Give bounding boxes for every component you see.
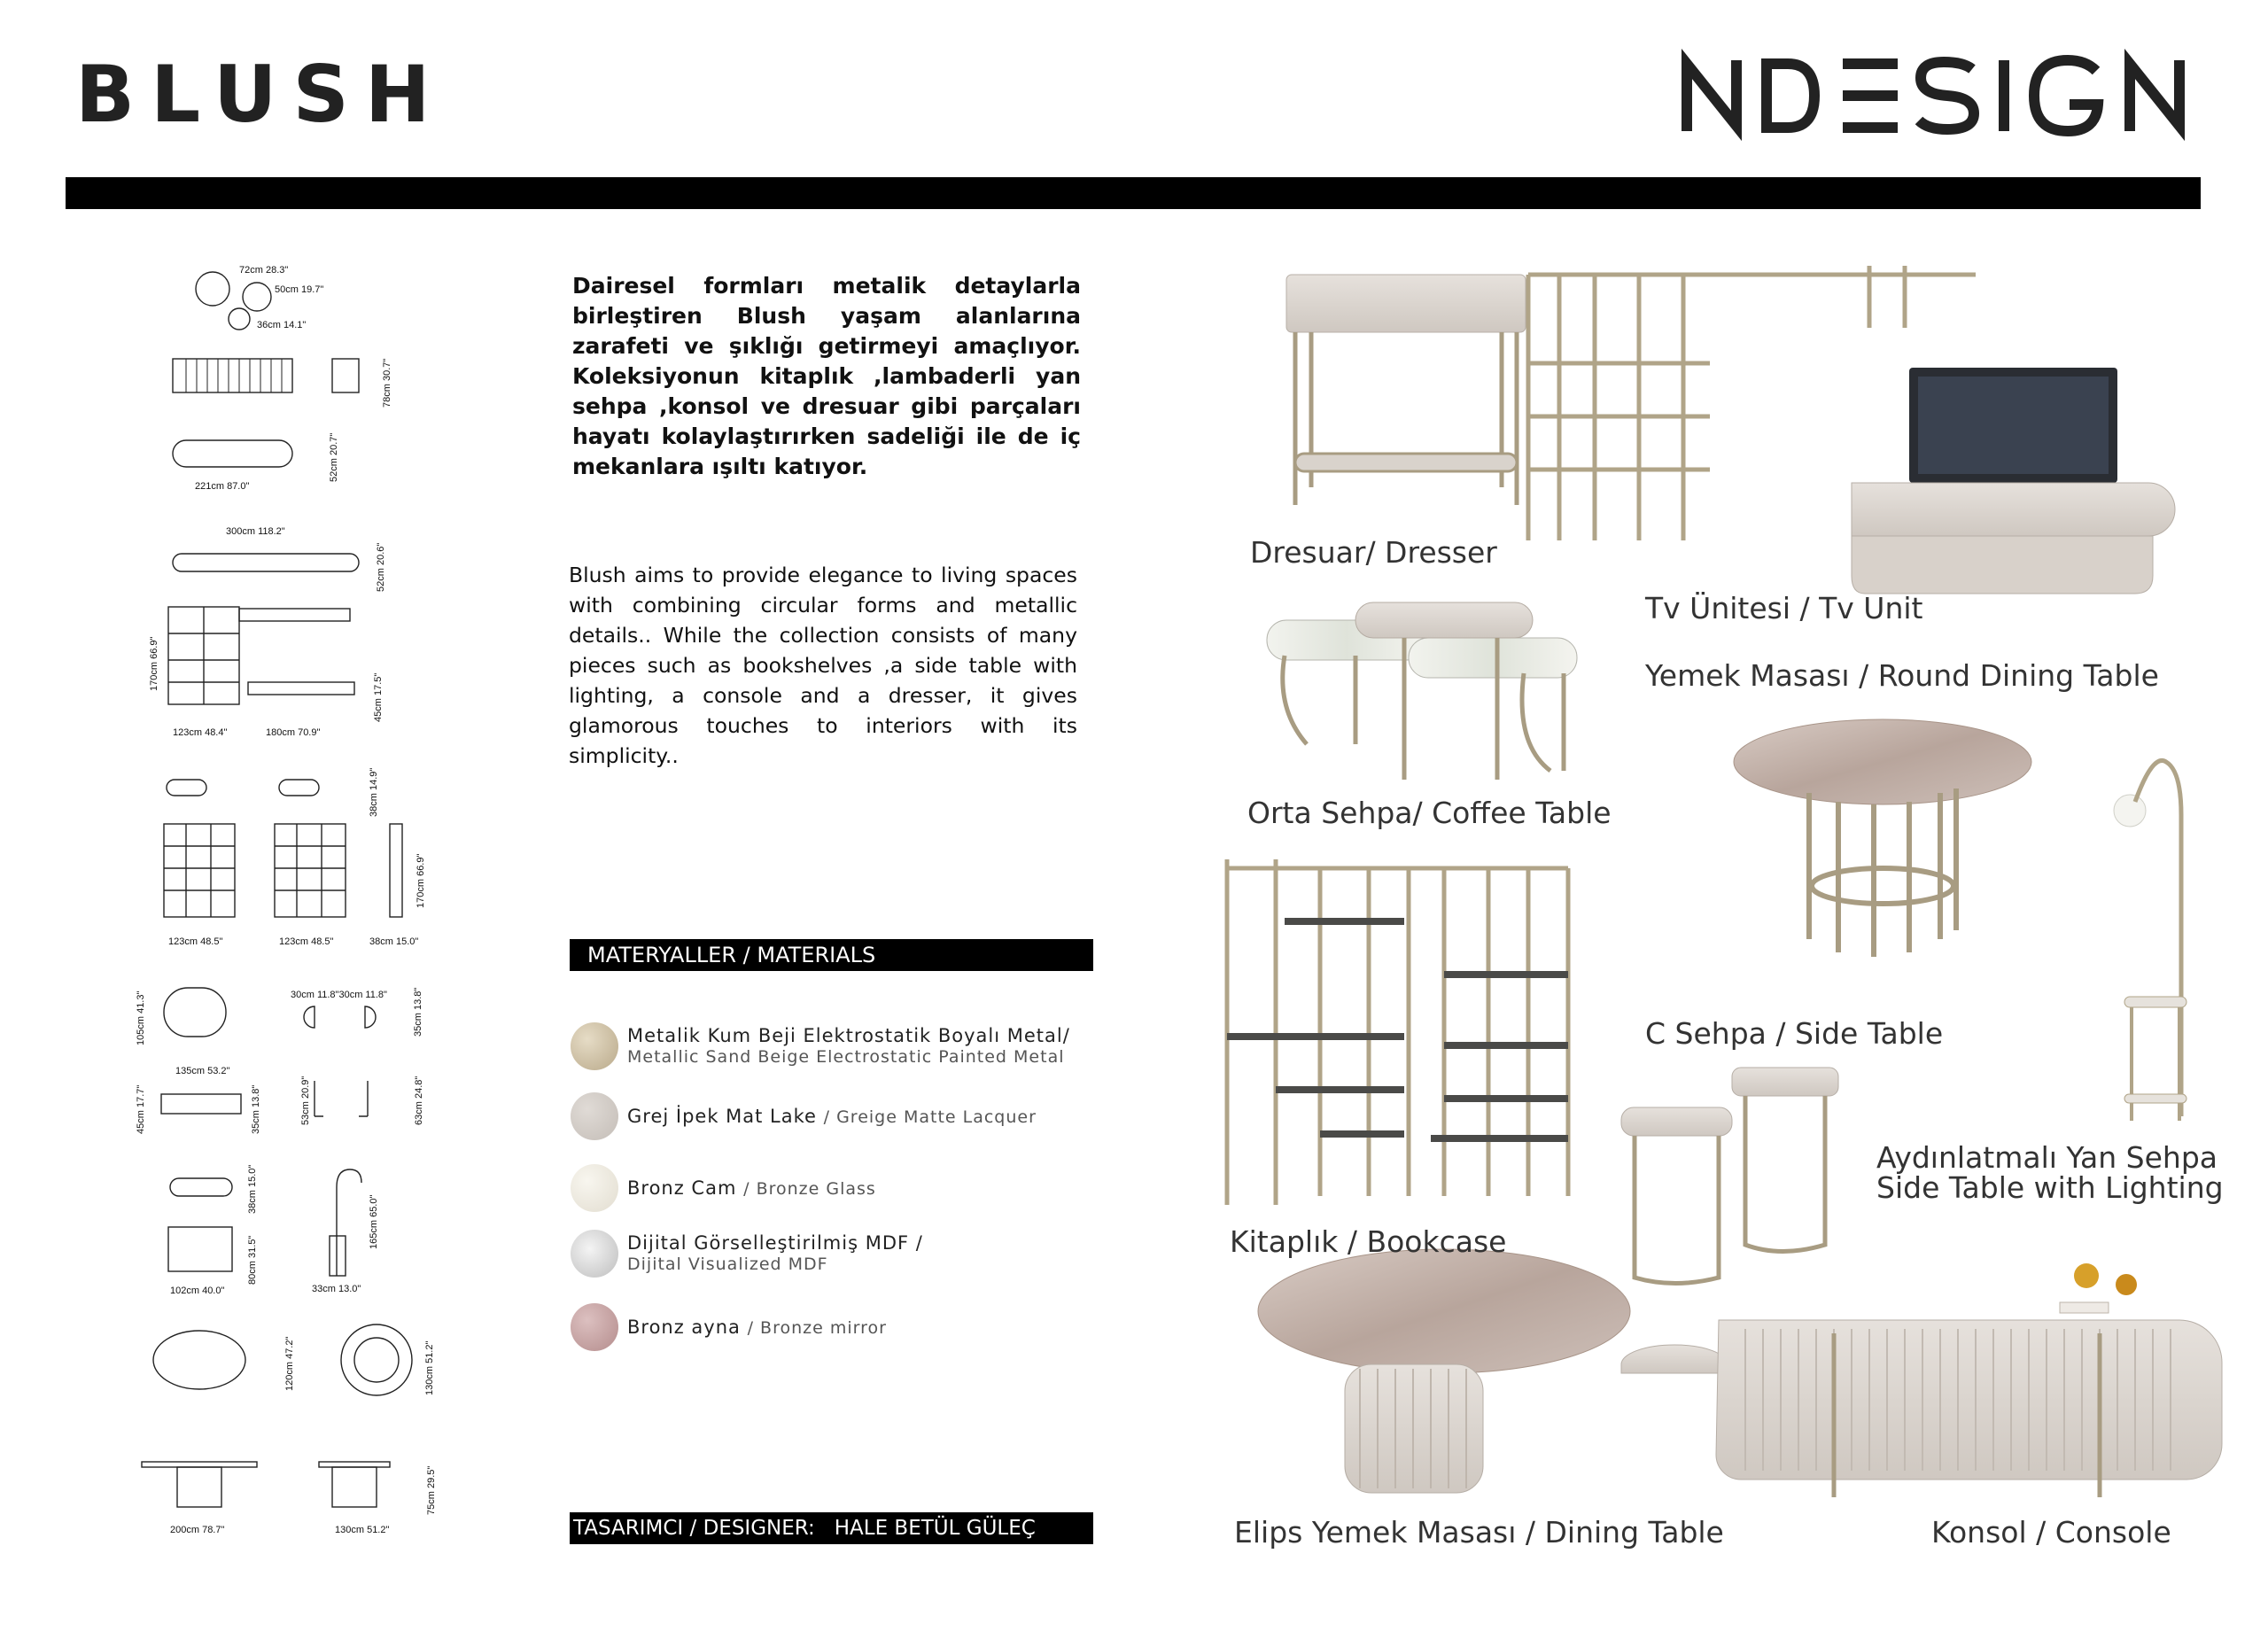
material-swatch <box>571 1092 618 1140</box>
brand-title: BLUSH <box>75 49 447 140</box>
material-item <box>571 1091 1120 1141</box>
dimension-label: 165cm 65.0" <box>369 1194 379 1249</box>
caption-elips-dining-table: Elips Yemek Masası / Dining Table <box>1234 1515 1724 1550</box>
coffee-table-image <box>1267 602 1577 780</box>
caption-lighting-en: Side Table with Lighting <box>1876 1170 2224 1205</box>
designer-label: TASARIMCI / DESIGNER: <box>573 1517 815 1540</box>
material-item <box>571 1021 1120 1071</box>
material-name-tr: Grej İpek Mat Lake <box>627 1105 817 1127</box>
dimension-label: 63cm 24.8" <box>414 1076 424 1125</box>
dimension-label: 38cm 15.0" <box>247 1164 258 1214</box>
dimension-label: 53cm 20.9" <box>300 1076 311 1125</box>
material-name-en: Metallic Sand Beige Electrostatic Painted Metal <box>627 1047 1065 1067</box>
dimension-label: 123cm 48.5" <box>168 936 223 947</box>
description-turkish: Dairesel formları metalik detaylarla birleştiren Blush yaşam alanlarına zarafeti ve şıklığı getirmeyi amaçlıyor. Koleksiyonun kitaplık ,lambaderli yan sehpa ,konsol ve dresuar gibi parçaları hayatı kolaylaştırırken sadeliği ile de iç mekanlara ışıltı katıyor. <box>572 273 1081 479</box>
dimension-label: 300cm 118.2" <box>226 526 285 537</box>
round-dining-table-image <box>1734 719 2031 957</box>
designer-name: HALE BETÜL GÜLEÇ <box>834 1517 1036 1540</box>
material-name-en: / Bronze Glass <box>743 1178 876 1199</box>
material-name-tr: Bronz Cam <box>627 1177 737 1199</box>
caption-side-table: C Sehpa / Side Table <box>1645 1016 1944 1051</box>
material-name-tr: Bronz ayna <box>627 1316 741 1338</box>
material-swatch <box>571 1164 618 1212</box>
dimension-label: 75cm 29.5" <box>426 1465 437 1515</box>
technical-drawings <box>133 257 505 1639</box>
dimension-label: 135cm 53.2" <box>175 1066 230 1076</box>
dimension-label: 33cm 13.0" <box>312 1284 361 1294</box>
caption-round-dining-table: Yemek Masası / Round Dining Table <box>1645 658 2159 693</box>
dimension-label: 80cm 31.5" <box>247 1235 258 1285</box>
dimension-label: 120cm 47.2" <box>284 1336 295 1391</box>
material-item <box>571 1229 1120 1278</box>
material-swatch <box>571 1230 618 1278</box>
designer-bar <box>570 1512 1093 1544</box>
dimension-label: 105cm 41.3" <box>136 990 146 1045</box>
material-name-en: / Greige Matte Lacquer <box>823 1107 1037 1127</box>
material-name-tr: Metalik Kum Beji Elektrostatik Boyalı Metal/ <box>627 1025 1070 1046</box>
dimension-label: 36cm 14.1" <box>257 320 307 330</box>
dimension-label: 170cm 66.9" <box>416 853 426 908</box>
dimension-label: 72cm 28.3" <box>239 265 289 276</box>
dresser-image <box>1286 275 1526 505</box>
material-item <box>571 1163 1120 1213</box>
dimension-label: 221cm 87.0" <box>195 481 250 492</box>
caption-coffee-table: Orta Sehpa/ Coffee Table <box>1247 796 1612 830</box>
dimension-label: 200cm 78.7" <box>170 1525 225 1535</box>
caption-lighting-side-table <box>1876 1140 2224 1205</box>
ndesign-logo-mark <box>1682 55 2204 136</box>
dimension-label: 38cm 15.0" <box>369 936 419 947</box>
console-image <box>1716 1263 2222 1497</box>
description-english: Blush aims to provide elegance to living spaces with combining circular forms and metallic details.. While the collection consists of many pieces such as bookshelves ,a side table with lighting, a console and a dresser, it gives glamorous touches to interiors with its simplicity.. <box>569 563 1077 768</box>
product-illustrations <box>1214 248 2233 1630</box>
dimension-label: 180cm 70.9" <box>266 727 321 738</box>
caption-console: Konsol / Console <box>1931 1515 2171 1550</box>
material-name-en: Dijital Visualized MDF <box>627 1254 828 1274</box>
material-name-en: / Bronze mirror <box>747 1317 887 1338</box>
dimension-label: 52cm 20.6" <box>376 542 386 592</box>
materials-header: MATERYALLER / MATERIALS <box>570 939 1093 971</box>
dimension-label: 130cm 51.2" <box>424 1340 435 1395</box>
dimension-label: 130cm 51.2" <box>335 1525 390 1535</box>
dimension-label: 50cm 19.7" <box>275 284 324 295</box>
material-name-tr: Dijital Görselleştirilmiş MDF / <box>627 1232 923 1254</box>
elips-dining-table-image <box>1258 1249 1630 1493</box>
caption-bookcase: Kitaplık / Bookcase <box>1230 1224 1507 1259</box>
dimension-label: 45cm 17.7" <box>136 1084 146 1134</box>
caption-tv-unit: Tv Ünitesi / Tv Unit <box>1645 591 1923 625</box>
dimension-label: 38cm 14.9" <box>369 767 379 817</box>
tv-unit-image <box>1528 266 2175 594</box>
material-swatch <box>571 1303 618 1351</box>
material-swatch <box>571 1022 618 1070</box>
dimension-label: 45cm 17.5" <box>373 672 384 722</box>
dimension-label: 35cm 13.8" <box>413 987 423 1037</box>
dimension-label: 123cm 48.5" <box>279 936 334 947</box>
dimension-label: 35cm 13.8" <box>251 1084 261 1134</box>
dimension-label: 170cm 66.9" <box>149 636 159 691</box>
caption-dresser: Dresuar/ Dresser <box>1250 535 1497 570</box>
header-divider-bar <box>66 177 2201 209</box>
dimension-label: 30cm 11.8"30cm 11.8" <box>291 990 387 1000</box>
bookcase-image <box>1227 859 1568 1205</box>
caption-lighting-tr: Aydınlatmalı Yan Sehpa <box>1876 1140 2218 1175</box>
dimension-label: 123cm 48.4" <box>173 727 228 738</box>
dimension-label: 102cm 40.0" <box>170 1286 225 1296</box>
dimension-label: 52cm 20.7" <box>329 432 339 482</box>
dimension-label: 78cm 30.7" <box>382 358 392 408</box>
ndesign-logo <box>1682 55 2204 136</box>
lighting-side-table-image <box>2114 760 2186 1121</box>
material-item <box>571 1302 1120 1352</box>
